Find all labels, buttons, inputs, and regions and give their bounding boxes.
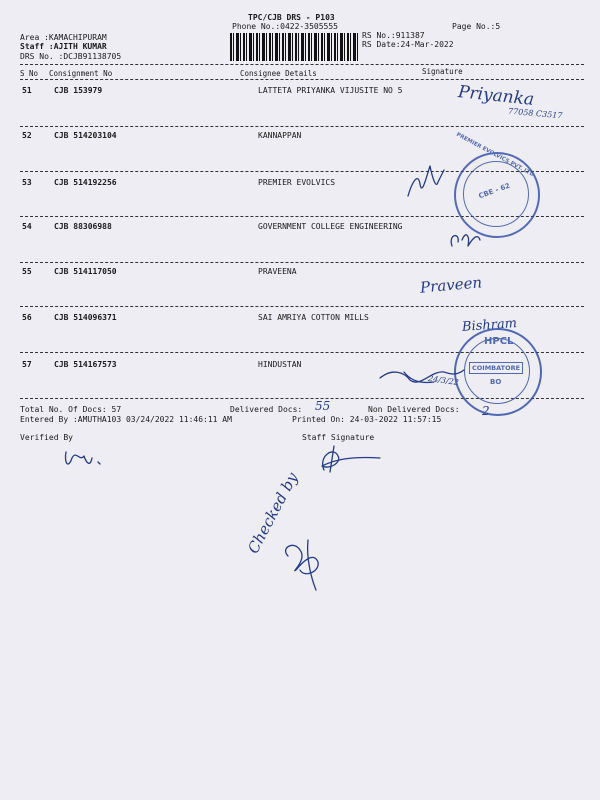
col-sno: S No [20, 69, 39, 78]
row-sno: 54 [22, 222, 32, 231]
rs-number: RS No.:911387 [362, 31, 425, 40]
area-field: Area :KAMACHIPURAM [20, 33, 107, 42]
row-consignee: LATTETA PRIYANKA VIJUSITE NO 5 [258, 86, 403, 95]
handwritten-date: 24/3/22 [427, 373, 460, 388]
row-sno: 57 [22, 360, 32, 369]
row-consignment: CJB 514203104 [54, 131, 117, 140]
stamp-text: PREMIER EVOLVICS PVT. LTD [455, 131, 535, 179]
row-sno: 52 [22, 131, 32, 140]
row-consignment: CJB 514096371 [54, 313, 117, 322]
row-sno: 51 [22, 86, 32, 95]
row-consignee: PRAVEENA [258, 267, 297, 276]
document-title: TPC/CJB DRS - P103 [248, 13, 335, 22]
row-consignment: CJB 514167573 [54, 360, 117, 369]
signature-row57 [380, 370, 464, 382]
row-sno: 56 [22, 313, 32, 322]
stamp-area: BO [490, 378, 502, 386]
phone-number: Phone No.:0422-3505555 [232, 22, 338, 31]
non-delivered-docs-label: Non Delivered Docs: [368, 405, 460, 414]
row-consignment: CJB 514117050 [54, 267, 117, 276]
page-number: Page No.:5 [452, 22, 501, 31]
signature-row53 [408, 166, 444, 196]
total-docs: Total No. Of Docs: 57 [20, 405, 122, 414]
drs-number: DRS No. :DCJB91138705 [20, 52, 122, 61]
row-consignment: CJB 88306988 [54, 222, 112, 231]
stamp-text: HPCL [484, 336, 514, 347]
row-consignee: HINDUSTAN [258, 360, 302, 369]
checked-signature [286, 540, 319, 590]
handwritten-note: 77058 C3517 [507, 106, 563, 121]
checked-by-note: Checked by [244, 469, 302, 557]
row-consignment: CJB 514192256 [54, 178, 117, 187]
stamp-city: COIMBATORE [469, 362, 523, 374]
row-consignee: GOVERNMENT COLLEGE ENGINEERING [258, 222, 403, 231]
handwritten-name: Praveen [419, 273, 483, 297]
handwritten-name: Priyanka [457, 82, 535, 110]
non-delivered-docs-value: 2 [482, 404, 490, 418]
staff-signature-label: Staff Signature [302, 433, 375, 442]
handwritten-name: Bishram [461, 316, 518, 335]
printed-on: Printed On: 24-03-2022 11:57:15 [292, 415, 442, 424]
row-consignee: KANNAPPAN [258, 131, 302, 140]
rs-date: RS Date:24-Mar-2022 [362, 40, 454, 49]
row-sno: 55 [22, 267, 32, 276]
stamp-city: CBE - 62 [477, 181, 512, 201]
row-consignment: CJB 153979 [54, 86, 103, 95]
col-consignee: Consignee Details [240, 69, 317, 78]
signature-row54 [451, 235, 480, 246]
verified-signature [65, 452, 100, 464]
delivered-docs-label: Delivered Docs: [230, 405, 303, 414]
col-signature: Signature [422, 67, 463, 76]
verified-by-label: Verified By [20, 433, 73, 442]
staff-signature [322, 446, 380, 472]
row-consignee: PREMIER EVOLVICS [258, 178, 336, 187]
entered-by: Entered By :AMUTHA103 03/24/2022 11:46:11 AM [20, 415, 232, 424]
row-sno: 53 [22, 178, 32, 187]
row-consignee: SAI AMRIYA COTTON MILLS [258, 313, 369, 322]
staff-field: Staff :AJITH KUMAR [20, 42, 107, 51]
col-consignment: Consignment No [49, 69, 113, 78]
delivered-docs-value: 55 [315, 399, 331, 413]
